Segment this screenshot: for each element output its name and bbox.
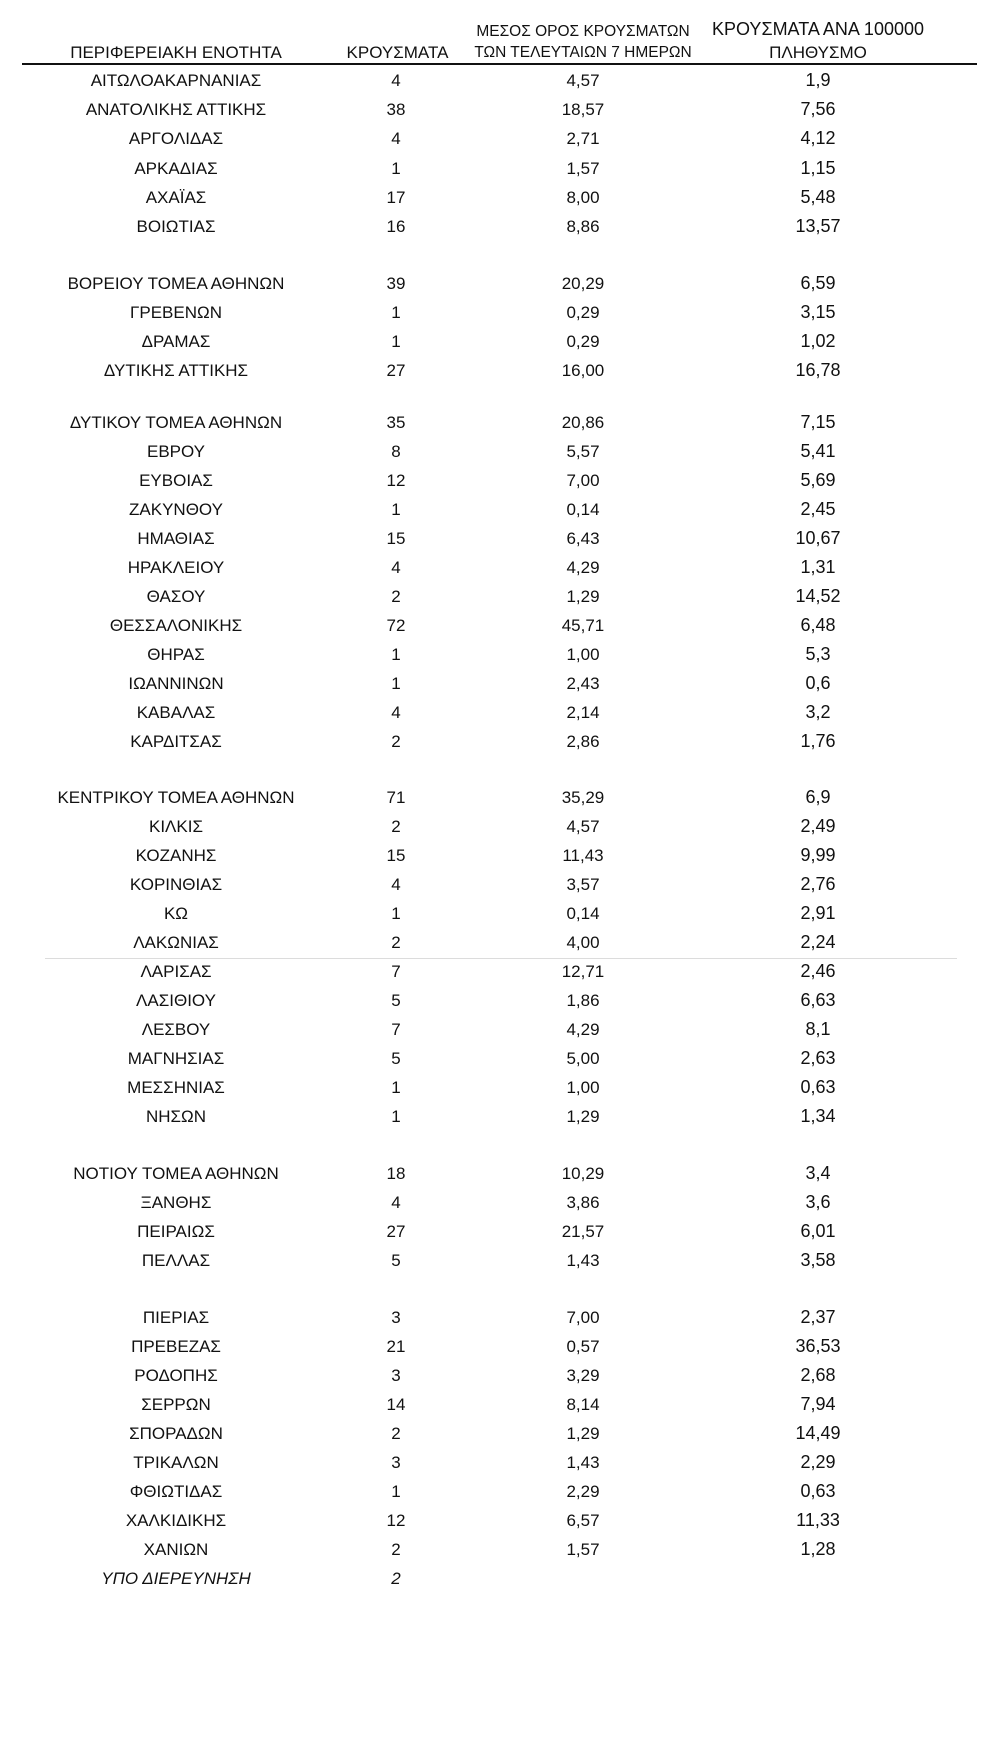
- region-cell: ΛΕΣΒΟΥ: [141, 1020, 211, 1039]
- cases-cell: 35: [386, 413, 406, 432]
- region-cell: ΖΑΚΥΝΘΟΥ: [129, 500, 223, 519]
- cases-cell: 18: [386, 1164, 406, 1183]
- avg7-cell: 11,43: [562, 846, 604, 865]
- cases-cell: 5: [391, 1049, 401, 1068]
- region-cell: ΑΝΑΤΟΛΙΚΗΣ ΑΤΤΙΚΗΣ: [85, 100, 267, 119]
- per100k-cell: 6,01: [800, 1221, 836, 1241]
- avg7-cell: 6,57: [566, 1511, 600, 1530]
- table-row: [0, 466, 982, 495]
- table-row: [0, 124, 982, 153]
- region-cell: ΗΜΑΘΙΑΣ: [137, 529, 215, 548]
- per100k-cell: 6,48: [800, 615, 836, 635]
- cases-cell: 1: [391, 159, 401, 178]
- table-row: [0, 553, 982, 582]
- header-rule: [22, 63, 977, 65]
- table-row: [0, 154, 982, 183]
- per100k-cell: 1,28: [800, 1539, 836, 1559]
- avg7-cell: 2,86: [566, 732, 600, 751]
- region-cell: ΚΑΒΑΛΑΣ: [136, 703, 216, 722]
- avg7-cell: 1,86: [566, 991, 600, 1010]
- cases-cell: 2: [391, 587, 401, 606]
- per100k-cell: 14,52: [795, 586, 841, 606]
- table-row: [0, 1102, 982, 1131]
- per100k-cell: 3,2: [805, 702, 831, 722]
- region-cell: ΗΡΑΚΛΕΙΟΥ: [127, 558, 225, 577]
- table-row: [0, 1159, 982, 1188]
- avg7-cell: 1,43: [566, 1251, 600, 1270]
- region-cell: ΕΒΡΟΥ: [146, 442, 206, 461]
- cases-cell: 5: [391, 991, 401, 1010]
- region-cell: ΙΩΑΝΝΙΝΩΝ: [128, 674, 224, 693]
- table-row: [0, 1535, 982, 1564]
- avg7-cell: 2,43: [566, 674, 600, 693]
- header-per100k-line2: ΠΛΗΘΥΣΜΟ: [769, 43, 867, 62]
- region-cell: ΑΧΑΪΑΣ: [145, 188, 207, 207]
- per100k-cell: 1,15: [800, 158, 836, 178]
- region-cell: ΠΕΙΡΑΙΩΣ: [137, 1222, 215, 1241]
- table-row: [0, 1477, 982, 1506]
- table-row: [0, 783, 982, 812]
- cases-cell: 39: [386, 274, 406, 293]
- cases-cell: 21: [386, 1337, 406, 1356]
- table-row: [0, 611, 982, 640]
- avg7-cell: 16,00: [561, 361, 605, 380]
- cases-cell: 15: [386, 529, 406, 548]
- header-avg7-line2: ΤΩΝ ΤΕΛΕΥΤΑΙΩΝ 7 ΗΜΕΡΩΝ: [474, 44, 692, 61]
- per100k-cell: 4,12: [800, 128, 836, 148]
- avg7-cell: 21,57: [561, 1222, 605, 1241]
- region-cell: ΡΟΔΟΠΗΣ: [134, 1366, 218, 1385]
- cases-cell: 4: [391, 703, 401, 722]
- per100k-cell: 16,78: [795, 360, 841, 380]
- avg7-cell: 1,43: [566, 1453, 600, 1472]
- table-row: [0, 812, 982, 841]
- avg7-cell: 0,29: [566, 303, 600, 322]
- region-cell: ΜΑΓΝΗΣΙΑΣ: [127, 1049, 225, 1068]
- cases-cell: 38: [386, 100, 406, 119]
- per100k-cell: 2,91: [800, 903, 836, 923]
- table-row: [0, 870, 982, 899]
- per100k-cell: 5,41: [800, 441, 836, 461]
- table-row: [0, 669, 982, 698]
- table-row: [0, 183, 982, 212]
- avg7-cell: 35,29: [561, 788, 605, 807]
- region-cell: ΝΟΤΙΟΥ ΤΟΜΕΑ ΑΘΗΝΩΝ: [73, 1164, 279, 1183]
- region-cell: ΑΡΚΑΔΙΑΣ: [134, 159, 218, 178]
- per100k-cell: 36,53: [795, 1336, 841, 1356]
- cases-cell: 2: [391, 1540, 401, 1559]
- table-row: [0, 1044, 982, 1073]
- region-cell: ΒΟΡΕΙΟΥ ΤΟΜΕΑ ΑΘΗΝΩΝ: [67, 274, 285, 293]
- per100k-cell: 1,9: [805, 70, 831, 90]
- per100k-cell: 2,68: [800, 1365, 836, 1385]
- table-row: [0, 356, 982, 385]
- avg7-cell: 18,57: [561, 100, 605, 119]
- region-cell: ΔΥΤΙΚΟΥ ΤΟΜΕΑ ΑΘΗΝΩΝ: [69, 413, 283, 432]
- cases-cell: 4: [391, 1193, 401, 1212]
- cases-cell: 1: [391, 904, 401, 923]
- per100k-cell: 14,49: [795, 1423, 841, 1443]
- table-row: [0, 986, 982, 1015]
- region-cell: ΧΑΝΙΩΝ: [143, 1540, 209, 1559]
- table-row: [0, 1419, 982, 1448]
- avg7-cell: 2,14: [566, 703, 600, 722]
- avg7-cell: 4,29: [566, 558, 600, 577]
- region-cell: ΕΥΒΟΙΑΣ: [139, 471, 213, 490]
- per100k-cell: 3,15: [800, 302, 836, 322]
- cases-cell: 4: [391, 875, 401, 894]
- region-cell: ΦΘΙΩΤΙΔΑΣ: [129, 1482, 223, 1501]
- per100k-cell: 8,1: [805, 1019, 831, 1039]
- per100k-cell: 11,33: [796, 1510, 840, 1530]
- region-cell: ΛΑΣΙΘΙΟΥ: [136, 991, 216, 1010]
- region-cell: ΚΕΝΤΡΙΚΟΥ ΤΟΜΕΑ ΑΘΗΝΩΝ: [57, 788, 295, 807]
- cases-cell: 27: [386, 361, 406, 380]
- table-row: [0, 1303, 982, 1332]
- region-cell: ΠΙΕΡΙΑΣ: [142, 1308, 210, 1327]
- cases-cell: 3: [391, 1308, 401, 1327]
- cases-cell: 72: [386, 616, 406, 635]
- region-cell: ΚΑΡΔΙΤΣΑΣ: [130, 732, 222, 751]
- per100k-cell: 1,02: [800, 331, 836, 351]
- table-row: [0, 1448, 982, 1477]
- table-row: [0, 582, 982, 611]
- cases-cell: 17: [386, 188, 406, 207]
- region-cell: ΔΥΤΙΚΗΣ ΑΤΤΙΚΗΣ: [103, 361, 249, 380]
- region-cell: ΔΡΑΜΑΣ: [141, 332, 211, 351]
- region-cell: ΛΑΡΙΣΑΣ: [140, 962, 212, 981]
- table-row: [0, 1188, 982, 1217]
- header-per100k-line1: ΚΡΟΥΣΜΑΤΑ ΑΝΑ 100000: [712, 19, 924, 39]
- cases-cell: 1: [391, 1482, 401, 1501]
- cases-cell: 5: [391, 1251, 401, 1270]
- header-cases: ΚΡΟΥΣΜΑΤΑ: [346, 43, 449, 62]
- cases-cell: 15: [386, 846, 406, 865]
- cases-cell: 1: [391, 1107, 401, 1126]
- per100k-cell: 0,6: [805, 673, 831, 693]
- table-row: [0, 899, 982, 928]
- per100k-cell: 5,48: [800, 187, 836, 207]
- cases-cell: 3: [391, 1366, 401, 1385]
- per100k-cell: 2,49: [800, 816, 836, 836]
- region-cell: ΧΑΛΚΙΔΙΚΗΣ: [125, 1511, 227, 1530]
- cases-cell: 2: [391, 817, 401, 836]
- avg7-cell: 0,14: [566, 500, 600, 519]
- avg7-cell: 1,29: [566, 1107, 600, 1126]
- cases-cell: 4: [391, 129, 401, 148]
- per100k-cell: 2,63: [800, 1048, 836, 1068]
- cases-cell: 1: [391, 645, 401, 664]
- avg7-cell: 5,00: [566, 1049, 600, 1068]
- per100k-cell: 1,76: [800, 731, 836, 751]
- avg7-cell: 0,29: [566, 332, 600, 351]
- per100k-cell: 7,15: [800, 412, 836, 432]
- avg7-cell: 4,00: [566, 933, 600, 952]
- avg7-cell: 4,29: [566, 1020, 600, 1039]
- table-row: [0, 640, 982, 669]
- region-cell: ΚΙΛΚΙΣ: [149, 817, 203, 836]
- table-row: [0, 408, 982, 437]
- cases-cell: 12: [386, 471, 406, 490]
- avg7-cell: 10,29: [561, 1164, 605, 1183]
- region-cell: ΘΗΡΑΣ: [147, 645, 205, 664]
- per100k-cell: 6,9: [805, 787, 831, 807]
- cases-cell: 1: [391, 303, 401, 322]
- avg7-cell: 2,29: [566, 1482, 600, 1501]
- per100k-cell: 2,76: [800, 874, 836, 894]
- table-row: [0, 437, 982, 466]
- cases-cell: 4: [391, 71, 401, 90]
- table-row: [0, 212, 982, 241]
- cases-cell: 4: [391, 558, 401, 577]
- avg7-cell: 8,86: [566, 217, 600, 236]
- table-row: [0, 727, 982, 756]
- table-row: [0, 1246, 982, 1275]
- cases-cell: 7: [391, 1020, 401, 1039]
- per100k-cell: 1,34: [800, 1106, 836, 1126]
- cases-cell: 1: [391, 1078, 401, 1097]
- cases-cell: 27: [386, 1222, 406, 1241]
- table-row: [0, 524, 982, 553]
- cases-cell: 14: [386, 1395, 406, 1414]
- avg7-cell: 7,00: [566, 471, 600, 490]
- table-row: [0, 327, 982, 356]
- per100k-cell: 2,24: [800, 932, 836, 952]
- region-cell: ΣΕΡΡΩΝ: [141, 1395, 211, 1414]
- cases-cell: 1: [391, 500, 401, 519]
- avg7-cell: 8,14: [566, 1395, 600, 1414]
- avg7-cell: 12,71: [561, 962, 605, 981]
- per100k-cell: 0,63: [800, 1077, 836, 1097]
- per100k-cell: 6,63: [800, 990, 836, 1010]
- region-cell: ΚΟΡΙΝΘΙΑΣ: [129, 875, 223, 894]
- table-row: [0, 298, 982, 327]
- cases-cell: 71: [386, 788, 406, 807]
- table-row: [0, 95, 982, 124]
- avg7-cell: 6,43: [566, 529, 600, 548]
- region-cell: ΚΟΖΑΝΗΣ: [135, 846, 217, 865]
- per100k-cell: 3,58: [800, 1250, 836, 1270]
- table-row: [0, 495, 982, 524]
- avg7-cell: 3,86: [566, 1193, 600, 1212]
- cases-cell: 12: [386, 1511, 406, 1530]
- region-cell: ΒΟΙΩΤΙΑΣ: [136, 217, 216, 236]
- cases-cell: 2: [391, 1569, 401, 1588]
- region-cell: ΑΡΓΟΛΙΔΑΣ: [128, 129, 224, 148]
- table-row: [0, 1332, 982, 1361]
- cases-cell: 3: [391, 1453, 401, 1472]
- region-cell: ΘΑΣΟΥ: [146, 587, 206, 606]
- region-cell: ΛΑΚΩΝΙΑΣ: [133, 933, 219, 952]
- avg7-cell: 1,29: [566, 587, 600, 606]
- table-row: [0, 698, 982, 727]
- table-row: [0, 1390, 982, 1419]
- region-cell: ΥΠΟ ΔΙΕΡΕΥΝΗΣΗ: [101, 1569, 251, 1588]
- avg7-cell: 20,29: [561, 274, 605, 293]
- avg7-cell: 20,86: [561, 413, 605, 432]
- per100k-cell: 0,63: [800, 1481, 836, 1501]
- table-row: [0, 841, 982, 870]
- region-cell: ΤΡΙΚΑΛΩΝ: [133, 1453, 219, 1472]
- avg7-cell: 1,00: [566, 645, 600, 664]
- cases-cell: 7: [391, 962, 401, 981]
- per100k-cell: 3,6: [805, 1192, 831, 1212]
- table-row: [0, 269, 982, 298]
- per100k-cell: 13,57: [795, 216, 841, 236]
- avg7-cell: 5,57: [566, 442, 600, 461]
- region-cell: ΠΡΕΒΕΖΑΣ: [131, 1337, 221, 1356]
- table-row: [0, 1015, 982, 1044]
- avg7-cell: 7,00: [566, 1308, 600, 1327]
- avg7-cell: 2,71: [566, 129, 600, 148]
- per100k-cell: 7,94: [800, 1394, 836, 1414]
- table-row: [0, 957, 982, 986]
- region-cell: ΚΩ: [163, 904, 189, 923]
- table-row: [0, 66, 982, 95]
- table-row: [0, 1217, 982, 1246]
- table-row: [0, 1506, 982, 1535]
- avg7-cell: 1,00: [566, 1078, 600, 1097]
- per100k-cell: 9,99: [800, 845, 836, 865]
- cases-cell: 1: [391, 674, 401, 693]
- per100k-cell: 6,59: [800, 273, 836, 293]
- region-cell: ΑΙΤΩΛΟΑΚΑΡΝΑΝΙΑΣ: [90, 71, 262, 90]
- header-avg7-line1: ΜΕΣΟΣ ΟΡΟΣ ΚΡΟΥΣΜΑΤΩΝ: [476, 23, 690, 40]
- header-region: ΠΕΡΙΦΕΡΕΙΑΚΗ ΕΝΟΤΗΤΑ: [70, 43, 282, 62]
- avg7-cell: 8,00: [566, 188, 600, 207]
- avg7-cell: 3,29: [566, 1366, 600, 1385]
- avg7-cell: 4,57: [566, 817, 600, 836]
- per100k-cell: 3,4: [805, 1163, 831, 1183]
- per100k-cell: 2,29: [800, 1452, 836, 1472]
- region-cell: ΣΠΟΡΑΔΩΝ: [129, 1424, 223, 1443]
- avg7-cell: 0,57: [566, 1337, 600, 1356]
- region-cell: ΝΗΣΩΝ: [145, 1107, 207, 1126]
- cases-cell: 16: [386, 217, 406, 236]
- avg7-cell: 1,29: [566, 1424, 600, 1443]
- avg7-cell: 4,57: [566, 71, 600, 90]
- avg7-cell: 3,57: [566, 875, 600, 894]
- per100k-cell: 2,37: [800, 1307, 836, 1327]
- region-cell: ΘΕΣΣΑΛΟΝΙΚΗΣ: [109, 616, 243, 635]
- cases-cell: 8: [391, 442, 401, 461]
- region-cell: ΞΑΝΘΗΣ: [140, 1193, 212, 1212]
- region-cell: ΓΡΕΒΕΝΩΝ: [130, 303, 222, 322]
- region-cell: ΜΕΣΣΗΝΙΑΣ: [127, 1078, 225, 1097]
- avg7-cell: 45,71: [561, 616, 605, 635]
- per100k-cell: 10,67: [795, 528, 841, 548]
- avg7-cell: 0,14: [566, 904, 600, 923]
- per100k-cell: 1,31: [800, 557, 836, 577]
- table-row: [0, 1073, 982, 1102]
- per100k-cell: 5,69: [800, 470, 836, 490]
- cases-cell: 2: [391, 933, 401, 952]
- table-row: [0, 1361, 982, 1390]
- table-row: [0, 1564, 982, 1593]
- cases-cell: 2: [391, 1424, 401, 1443]
- avg7-cell: 1,57: [566, 159, 600, 178]
- per100k-cell: 7,56: [800, 99, 836, 119]
- per100k-cell: 2,45: [800, 499, 836, 519]
- cases-cell: 2: [391, 732, 401, 751]
- avg7-cell: 1,57: [566, 1540, 600, 1559]
- per100k-cell: 5,3: [805, 644, 831, 664]
- table-row: [0, 928, 982, 957]
- per100k-cell: 2,46: [800, 961, 836, 981]
- cases-cell: 1: [391, 332, 401, 351]
- region-cell: ΠΕΛΛΑΣ: [141, 1251, 211, 1270]
